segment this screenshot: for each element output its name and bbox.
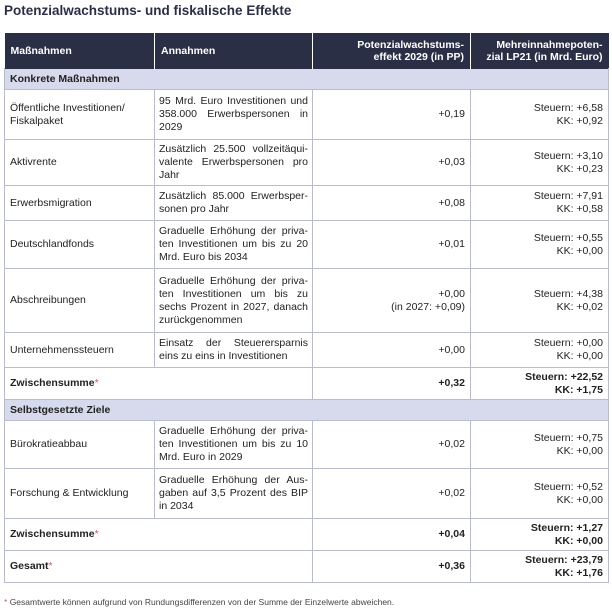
section-row xyxy=(5,69,609,90)
revenue-potential: Steuern: +0,00 KK: +0,00 xyxy=(471,333,609,368)
table-row xyxy=(5,90,609,140)
revenue-potential: Steuern: +4,38 KK: +0,02 xyxy=(471,269,609,333)
header-growth-effect: Potenzialwachstums- effekt 2029 (in PP) xyxy=(313,33,471,69)
subtotal-label: Zwischensumme* xyxy=(5,519,313,551)
subtotal-label: Zwischensumme* xyxy=(5,368,313,400)
total-label: Gesamt* xyxy=(5,551,313,583)
section-label: Selbstgesetzte Ziele xyxy=(5,400,609,421)
section-row xyxy=(5,400,609,421)
growth-effect: +0,00 (in 2027: +0,09) xyxy=(313,269,471,333)
page-title: Potenzialwachstums- und fiskalische Effekte xyxy=(4,3,292,18)
growth-effect: +0,02 xyxy=(313,421,471,469)
subtotal-effect: +0,04 xyxy=(313,519,471,551)
header-revenue-potential: Mehreinnahmepoten- zial LP21 (in Mrd. Euro) xyxy=(471,33,609,69)
growth-effect: +0,01 xyxy=(313,221,471,269)
measure-name: Erwerbsmigration xyxy=(5,186,155,221)
growth-effect: +0,02 xyxy=(313,469,471,519)
total-effect: +0,36 xyxy=(313,551,471,583)
total-revenue: Steuern: +23,79 KK: +1,76 xyxy=(471,551,609,583)
measure-assumption: Graduelle Erhöhung der Ausgaben auf 3,5 Prozent des BIP in 2034 xyxy=(155,469,313,519)
subtotal-row xyxy=(5,368,609,400)
measure-name: Bürokratieabbau xyxy=(5,421,155,469)
table-row xyxy=(5,269,609,333)
subtotal-row xyxy=(5,519,609,551)
table-row xyxy=(5,186,609,221)
total-row xyxy=(5,551,609,583)
measure-name: Aktivrente xyxy=(5,140,155,186)
growth-effect: +0,08 xyxy=(313,186,471,221)
measure-assumption: Graduelle Erhöhung der privaten Investitionen um bis zu 10 Mrd. Euro in 2029 xyxy=(155,421,313,469)
growth-effect: +0,19 xyxy=(313,90,471,140)
growth-effect: +0,03 xyxy=(313,140,471,186)
subtotal-revenue: Steuern: +1,27 KK: +0,00 xyxy=(471,519,609,551)
revenue-potential: Steuern: +7,91 KK: +0,58 xyxy=(471,186,609,221)
measure-assumption: Einsatz der Steuerersparnis eins zu eins in Investitionen xyxy=(155,333,313,368)
revenue-potential: Steuern: +0,75 KK: +0,00 xyxy=(471,421,609,469)
table-row xyxy=(5,421,609,469)
effects-table xyxy=(4,33,609,583)
table-row xyxy=(5,221,609,269)
measure-assumption: Zusätzlich 25.500 vollzeitäquivalente Erwerbspersonen pro Jahr xyxy=(155,140,313,186)
table-row xyxy=(5,140,609,186)
section-label: Konkrete Maßnahmen xyxy=(5,69,609,90)
measure-name: Unternehmenssteuern xyxy=(5,333,155,368)
revenue-potential: Steuern: +0,55 KK: +0,00 xyxy=(471,221,609,269)
measure-assumption: 95 Mrd. Euro Investitionen und 358.000 Erwerbspersonen in 2029 xyxy=(155,90,313,140)
revenue-potential: Steuern: +3,10 KK: +0,23 xyxy=(471,140,609,186)
footnote: * Gesamtwerte können aufgrund von Rundungsdifferenzen von der Summe der Einzelwerte abweichen. xyxy=(4,597,395,607)
measure-assumption: Graduelle Erhöhung der privaten Investitionen um bis zu sechs Prozent in 2027, danach zurückgenommen xyxy=(155,269,313,333)
header-assumptions: Annahmen xyxy=(155,33,313,69)
measure-name: Öffentliche Investitionen/ Fiskalpaket xyxy=(5,90,155,140)
header-measures: Maßnahmen xyxy=(5,33,155,69)
growth-effect: +0,00 xyxy=(313,333,471,368)
revenue-potential: Steuern: +0,52 KK: +0,00 xyxy=(471,469,609,519)
measure-assumption: Zusätzlich 85.000 Erwerbspersonen pro Jahr xyxy=(155,186,313,221)
measure-name: Deutschlandfonds xyxy=(5,221,155,269)
revenue-potential: Steuern: +6,58 KK: +0,92 xyxy=(471,90,609,140)
measure-name: Forschung & Entwicklung xyxy=(5,469,155,519)
measure-assumption: Graduelle Erhöhung der privaten Investitionen um bis zu 20 Mrd. Euro bis 2034 xyxy=(155,221,313,269)
measure-name: Abschreibungen xyxy=(5,269,155,333)
header-row xyxy=(5,33,609,69)
table-row xyxy=(5,469,609,519)
subtotal-effect: +0,32 xyxy=(313,368,471,400)
table-row xyxy=(5,333,609,368)
subtotal-revenue: Steuern: +22,52 KK: +1,75 xyxy=(471,368,609,400)
